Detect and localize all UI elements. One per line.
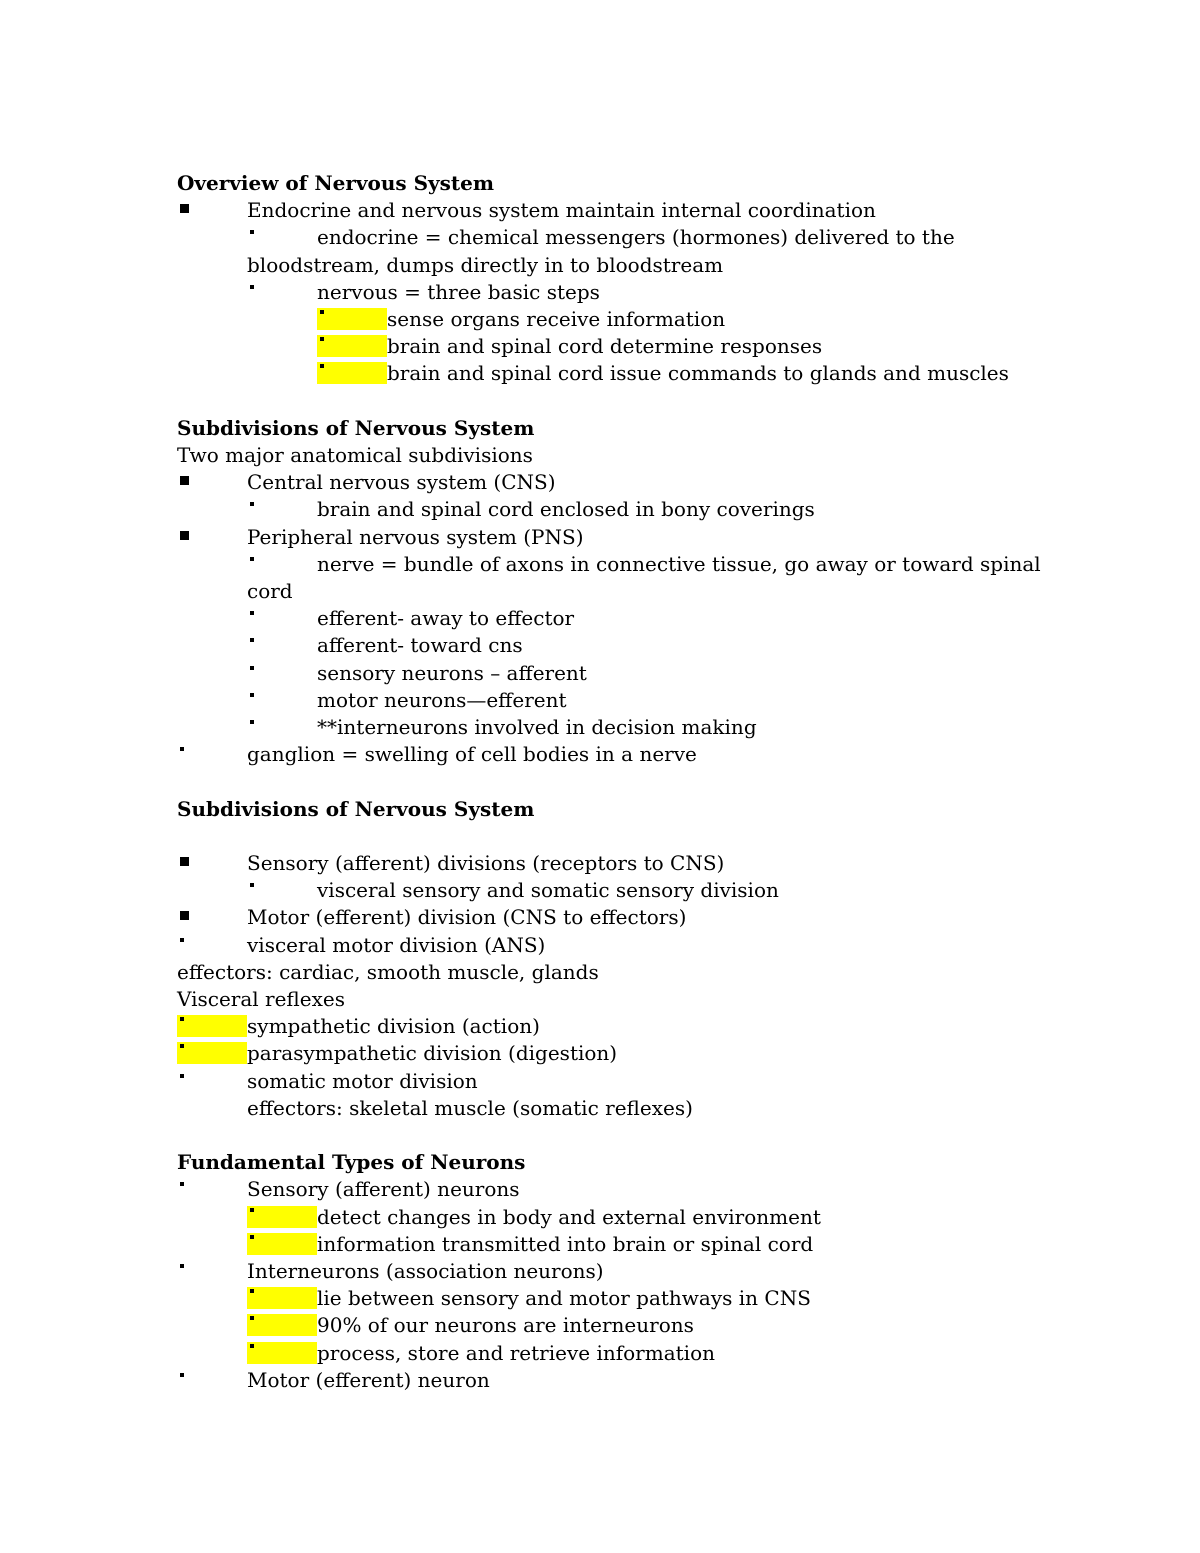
square-bullet-icon — [177, 524, 247, 551]
list-item — [0, 252, 1100, 279]
item-text: Sensory (afferent) neurons — [247, 1177, 520, 1201]
square-bullet-icon — [177, 850, 247, 877]
heading-text: Overview of Nervous System — [177, 171, 495, 195]
list-item — [0, 932, 1100, 959]
list-item — [0, 333, 1100, 360]
list-item — [0, 1095, 1100, 1122]
list-item — [0, 1204, 1100, 1231]
list-item — [0, 1068, 1100, 1095]
list-item — [0, 1231, 1100, 1258]
dot-bullet-icon — [247, 1233, 317, 1255]
section-heading — [0, 1149, 1100, 1176]
square-bullet-icon — [177, 197, 247, 224]
list-item — [0, 714, 1100, 741]
item-text: afferent- toward cns — [317, 633, 523, 657]
list-item — [0, 469, 1100, 496]
item-text: sense organs receive information — [387, 307, 726, 331]
blank-line — [0, 388, 1100, 415]
item-text: parasympathetic division (digestion) — [247, 1041, 618, 1065]
dot-bullet-icon — [247, 660, 317, 687]
heading-text: Subdivisions of Nervous System — [177, 797, 535, 821]
item-text: nervous = three basic steps — [317, 280, 600, 304]
dot-bullet-icon — [247, 1287, 317, 1309]
item-text: lie between sensory and motor pathways in CNS — [317, 1286, 811, 1310]
list-item — [0, 442, 1100, 469]
dot-bullet-icon — [247, 877, 317, 904]
item-text: motor neurons—efferent — [317, 688, 567, 712]
item-text: visceral sensory and somatic sensory division — [317, 878, 779, 902]
list-item — [0, 1367, 1100, 1394]
heading-text: Subdivisions of Nervous System — [177, 416, 535, 440]
list-item — [0, 660, 1100, 687]
item-text: Motor (efferent) neuron — [247, 1368, 490, 1392]
item-text: Interneurons (association neurons) — [247, 1259, 604, 1283]
item-text: brain and spinal cord issue commands to glands and muscles — [387, 361, 1009, 385]
dot-bullet-icon — [247, 551, 317, 578]
list-item — [0, 279, 1100, 306]
item-text: Central nervous system (CNS) — [247, 470, 556, 494]
item-text: bloodstream, dumps directly in to bloodstream — [247, 253, 724, 277]
item-text: 90% of our neurons are interneurons — [317, 1313, 694, 1337]
list-item — [0, 632, 1100, 659]
dot-bullet-icon — [247, 279, 317, 306]
list-item — [0, 496, 1100, 523]
blank-line — [0, 1122, 1100, 1149]
dot-bullet-icon — [247, 496, 317, 523]
item-text: Peripheral nervous system (PNS) — [247, 525, 584, 549]
item-text: effectors: cardiac, smooth muscle, glands — [177, 960, 599, 984]
dot-bullet-icon — [247, 1342, 317, 1364]
square-bullet-icon — [177, 904, 247, 931]
item-text: information transmitted into brain or spinal cord — [317, 1232, 814, 1256]
dot-bullet-icon — [317, 362, 387, 384]
item-text: **interneurons involved in decision making — [317, 715, 757, 739]
list-item — [0, 1040, 1100, 1067]
blank-line — [0, 768, 1100, 795]
item-text: Sensory (afferent) divisions (receptors to CNS) — [247, 851, 725, 875]
list-item — [0, 687, 1100, 714]
dot-bullet-icon — [247, 687, 317, 714]
square-bullet-icon — [177, 469, 247, 496]
item-text: detect changes in body and external environment — [317, 1205, 821, 1229]
list-item — [0, 1176, 1100, 1203]
list-item — [0, 524, 1100, 551]
item-text: endocrine = chemical messengers (hormones) delivered to the — [317, 225, 955, 249]
list-item — [0, 551, 1100, 578]
dot-bullet-icon — [177, 1176, 247, 1203]
dot-bullet-icon — [177, 1042, 247, 1064]
heading-text: Fundamental Types of Neurons — [177, 1150, 526, 1174]
item-text: Motor (efferent) division (CNS to effectors) — [247, 905, 687, 929]
item-text: Endocrine and nervous system maintain internal coordination — [247, 198, 876, 222]
dot-bullet-icon — [247, 1314, 317, 1336]
item-text: somatic motor division — [247, 1069, 478, 1093]
dot-bullet-icon — [247, 1206, 317, 1228]
list-item — [0, 850, 1100, 877]
dot-bullet-icon — [177, 1367, 247, 1394]
list-item — [0, 605, 1100, 632]
item-text: effectors: skeletal muscle (somatic reflexes) — [247, 1096, 693, 1120]
item-text: sensory neurons – afferent — [317, 661, 587, 685]
item-text: brain and spinal cord enclosed in bony coverings — [317, 497, 815, 521]
list-item — [0, 1258, 1100, 1285]
dot-bullet-icon — [247, 714, 317, 741]
item-text: Two major anatomical subdivisions — [177, 443, 533, 467]
list-item — [0, 959, 1100, 986]
item-text: efferent- away to effector — [317, 606, 575, 630]
blank-line — [0, 823, 1100, 850]
dot-bullet-icon — [317, 308, 387, 330]
dot-bullet-icon — [177, 1015, 247, 1037]
item-text: sympathetic division (action) — [247, 1014, 540, 1038]
list-item — [0, 1013, 1100, 1040]
item-text: ganglion = swelling of cell bodies in a nerve — [247, 742, 697, 766]
list-item — [0, 197, 1100, 224]
item-text: cord — [247, 579, 293, 603]
section-heading — [0, 796, 1100, 823]
dot-bullet-icon — [317, 335, 387, 357]
dot-bullet-icon — [177, 741, 247, 768]
list-item — [0, 1312, 1100, 1339]
list-item — [0, 1340, 1100, 1367]
item-text: brain and spinal cord determine responses — [387, 334, 823, 358]
dot-bullet-icon — [247, 632, 317, 659]
dot-bullet-icon — [177, 932, 247, 959]
list-item — [0, 904, 1100, 931]
dot-bullet-icon — [247, 605, 317, 632]
item-text: Visceral reflexes — [177, 987, 345, 1011]
list-item — [0, 360, 1100, 387]
list-item — [0, 224, 1100, 251]
list-item — [0, 578, 1100, 605]
list-item — [0, 986, 1100, 1013]
dot-bullet-icon — [247, 224, 317, 251]
list-item — [0, 741, 1100, 768]
section-heading — [0, 415, 1100, 442]
item-text: visceral motor division (ANS) — [247, 933, 546, 957]
dot-bullet-icon — [177, 1258, 247, 1285]
list-item — [0, 306, 1100, 333]
list-item — [0, 1285, 1100, 1312]
section-heading — [0, 170, 1100, 197]
item-text: nerve = bundle of axons in connective tissue, go away or toward spinal — [317, 552, 1041, 576]
dot-bullet-icon — [177, 1068, 247, 1095]
list-item — [0, 877, 1100, 904]
item-text: process, store and retrieve information — [317, 1341, 715, 1365]
